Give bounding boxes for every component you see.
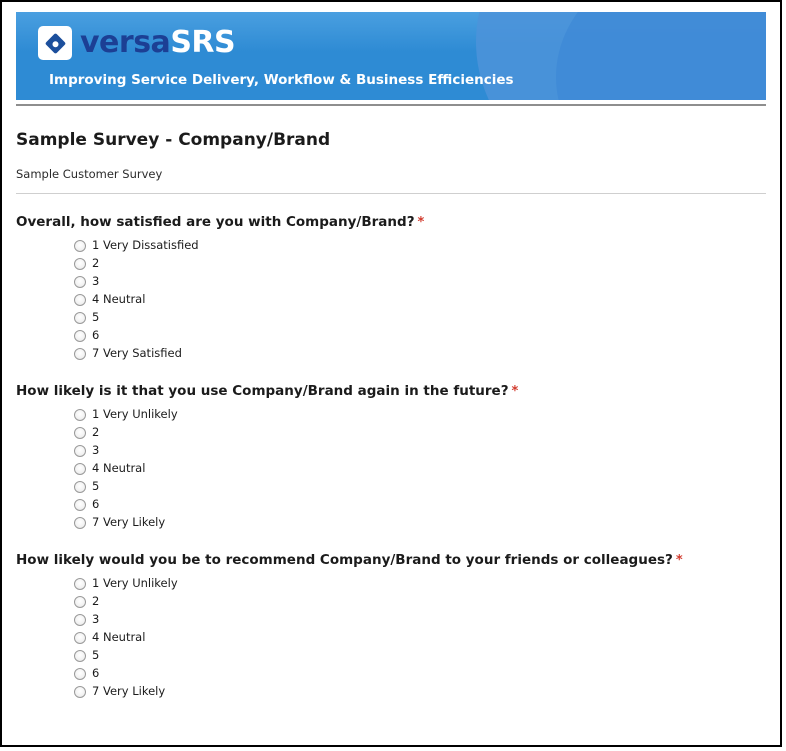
radio-button-icon[interactable]	[74, 348, 86, 360]
banner-decoration-shape-secondary	[556, 12, 766, 100]
radio-option[interactable]	[74, 255, 766, 273]
radio-option-label: 2	[92, 256, 100, 271]
radio-button-icon[interactable]	[74, 330, 86, 342]
radio-option-label: 7 Very Likely	[92, 515, 166, 530]
radio-option-label: 2	[92, 594, 100, 609]
radio-option[interactable]	[74, 514, 766, 532]
page-title: Sample Survey - Company/Brand	[16, 130, 331, 150]
radio-option[interactable]	[74, 327, 766, 345]
radio-button-icon[interactable]	[74, 427, 86, 439]
title-divider	[16, 193, 766, 194]
radio-option[interactable]	[74, 593, 766, 611]
radio-option[interactable]	[74, 291, 766, 309]
radio-option-label: 3	[92, 612, 100, 627]
radio-button-icon[interactable]	[74, 596, 86, 608]
versasrs-diamond-logo-icon	[38, 26, 72, 60]
survey-content	[2, 130, 780, 701]
radio-button-icon[interactable]	[74, 668, 86, 680]
radio-button-icon[interactable]	[74, 409, 86, 421]
radio-option[interactable]	[74, 575, 766, 593]
brand-logo	[38, 26, 235, 60]
radio-option-label: 6	[92, 328, 100, 343]
radio-option-label: 6	[92, 666, 100, 681]
radio-option[interactable]	[74, 345, 766, 363]
radio-button-icon[interactable]	[74, 445, 86, 457]
radio-option[interactable]	[74, 237, 766, 255]
required-indicator: *	[675, 553, 683, 568]
question-label	[16, 214, 766, 230]
question-label	[16, 383, 766, 399]
radio-option[interactable]	[74, 629, 766, 647]
radio-option-label: 7 Very Satisfied	[92, 346, 182, 361]
radio-option[interactable]	[74, 647, 766, 665]
radio-option-label: 7 Very Likely	[92, 684, 166, 699]
question-label	[16, 552, 766, 568]
radio-option-label: 2	[92, 425, 100, 440]
brand-banner	[16, 12, 766, 100]
radio-group	[16, 406, 766, 532]
radio-option-label: 3	[92, 443, 100, 458]
diamond-shape	[44, 32, 65, 53]
radio-button-icon[interactable]	[74, 312, 86, 324]
radio-button-icon[interactable]	[74, 650, 86, 662]
question-text: How likely is it that you use Company/Brand again in the future?	[16, 383, 509, 399]
radio-option[interactable]	[74, 496, 766, 514]
radio-option-label: 1 Very Unlikely	[92, 576, 178, 591]
radio-option[interactable]	[74, 309, 766, 327]
radio-option[interactable]	[74, 683, 766, 701]
radio-option-label: 3	[92, 274, 100, 289]
radio-option[interactable]	[74, 273, 766, 291]
radio-option[interactable]	[74, 478, 766, 496]
question-text: How likely would you be to recommend Company/Brand to your friends or colleagues?	[16, 552, 673, 568]
radio-group	[16, 575, 766, 701]
radio-option[interactable]	[74, 665, 766, 683]
radio-button-icon[interactable]	[74, 294, 86, 306]
radio-group	[16, 237, 766, 363]
radio-option-label: 5	[92, 310, 100, 325]
radio-button-icon[interactable]	[74, 258, 86, 270]
brand-name-srs: SRS	[170, 25, 236, 60]
radio-button-icon[interactable]	[74, 276, 86, 288]
radio-option-label: 1 Very Dissatisfied	[92, 238, 199, 253]
question-block	[16, 383, 766, 532]
radio-option-label: 6	[92, 497, 100, 512]
radio-button-icon[interactable]	[74, 240, 86, 252]
radio-option[interactable]	[74, 442, 766, 460]
radio-option-label: 5	[92, 479, 100, 494]
survey-subtitle: Sample Customer Survey	[16, 167, 163, 181]
radio-option[interactable]	[74, 406, 766, 424]
radio-button-icon[interactable]	[74, 614, 86, 626]
brand-logo-text	[80, 25, 236, 60]
question-block	[16, 552, 766, 701]
question-text: Overall, how satisfied are you with Company/Brand?	[16, 214, 415, 230]
radio-button-icon[interactable]	[74, 686, 86, 698]
question-block	[16, 214, 766, 363]
banner-underline	[16, 104, 766, 106]
radio-option-label: 4 Neutral	[92, 630, 146, 645]
radio-button-icon[interactable]	[74, 481, 86, 493]
radio-button-icon[interactable]	[74, 632, 86, 644]
required-indicator: *	[417, 215, 425, 230]
radio-button-icon[interactable]	[74, 578, 86, 590]
radio-option-label: 1 Very Unlikely	[92, 407, 178, 422]
radio-option[interactable]	[74, 611, 766, 629]
radio-button-icon[interactable]	[74, 463, 86, 475]
radio-option[interactable]	[74, 460, 766, 478]
required-indicator: *	[511, 384, 519, 399]
radio-option-label: 4 Neutral	[92, 461, 146, 476]
radio-button-icon[interactable]	[74, 517, 86, 529]
brand-name-versa: versa	[80, 25, 171, 60]
radio-option[interactable]	[74, 424, 766, 442]
radio-option-label: 5	[92, 648, 100, 663]
brand-tagline: Improving Service Delivery, Workflow & Business Efficiencies	[49, 72, 514, 88]
radio-option-label: 4 Neutral	[92, 292, 146, 307]
radio-button-icon[interactable]	[74, 499, 86, 511]
